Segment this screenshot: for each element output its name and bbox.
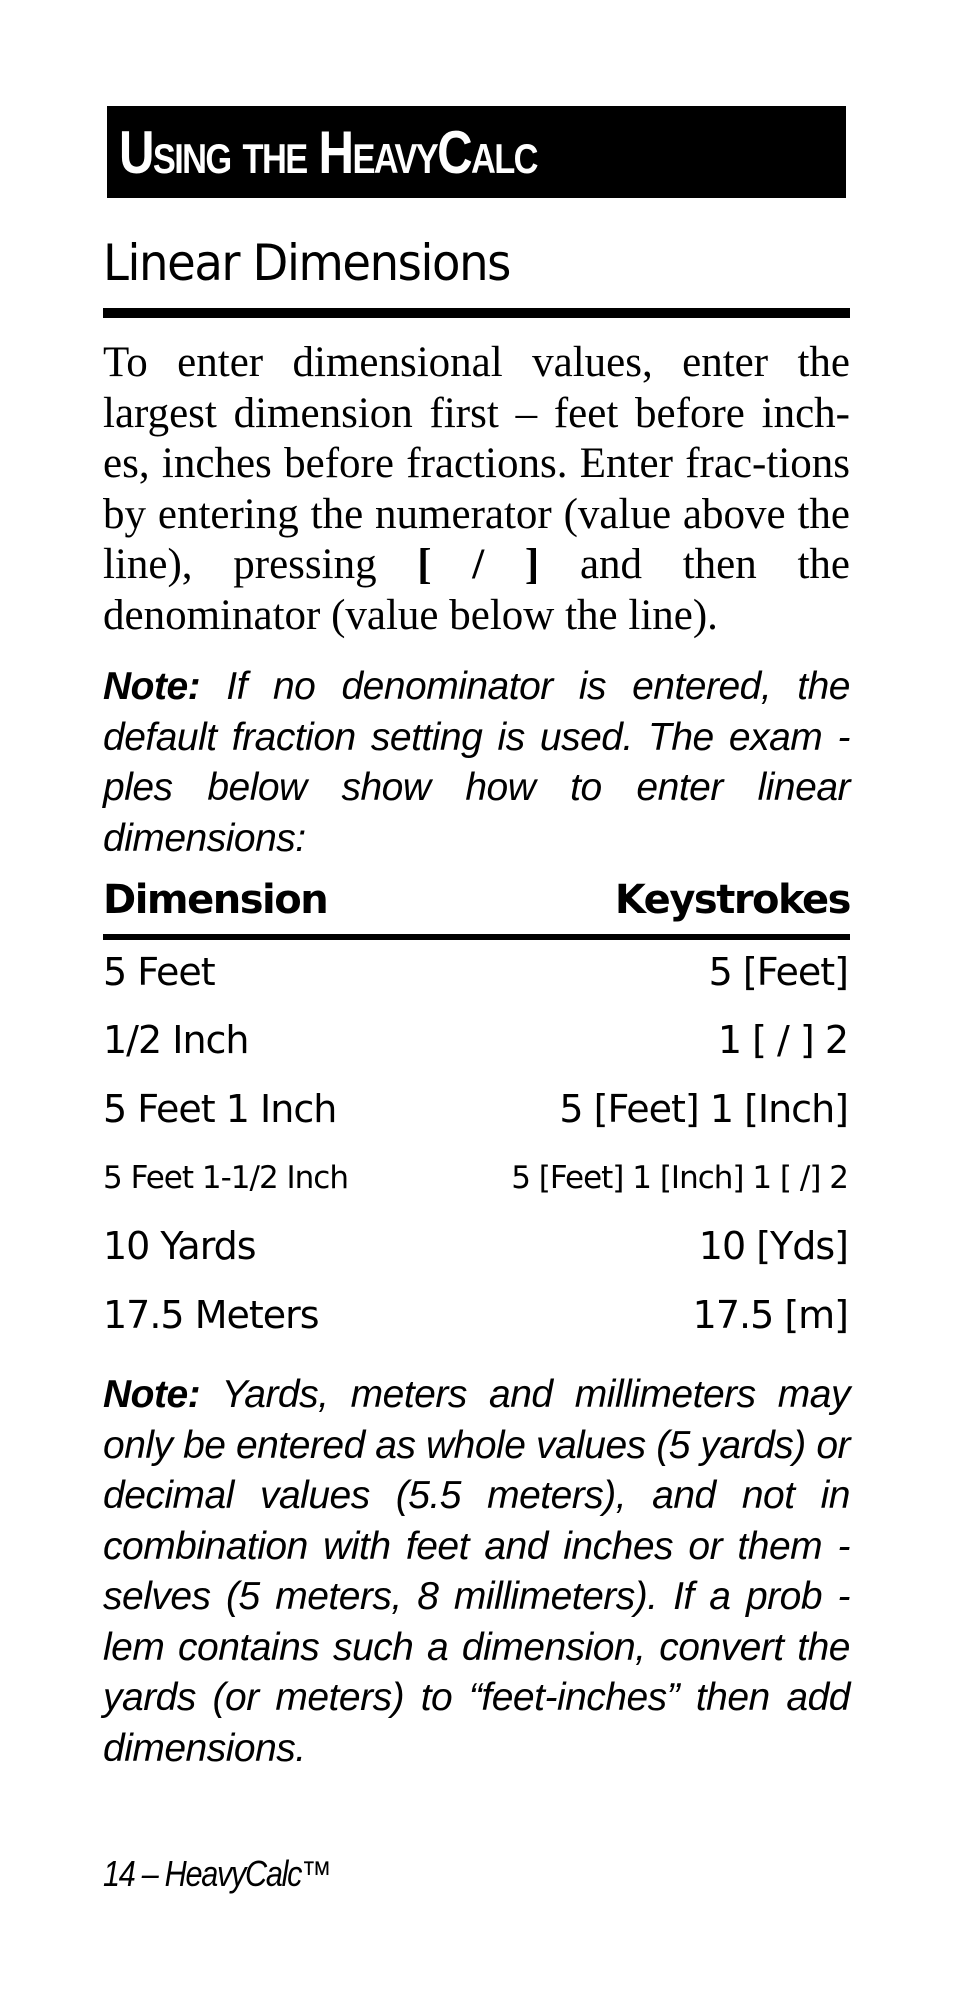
- fraction-key-label: [ / ]: [417, 541, 540, 588]
- intro-text-before: To enter dimensional values, enter the largest dimension first – feet before inch-es, inches before fractions. Enter frac-tions by entering the numerator (value above the line), pressing: [103, 339, 850, 588]
- page-footer: 14 – HeavyCalc™: [103, 1853, 331, 1894]
- header-keystrokes: Keystrokes: [614, 877, 850, 923]
- section-title-rule: [103, 308, 850, 318]
- note-text: Yards, meters and millimeters may only be entered as whole values (5 yards) or decimal values (5.5 meters), and not in combination with feet and inches or them - selves (5 meters, 8 millimeters). If a prob - lem contains such a dimension, convert the yards (or meters) to “feet-inches” then add dimensions.: [103, 1373, 850, 1770]
- keystrokes-cell: 5 [Feet]: [708, 950, 848, 994]
- dimension-cell: 10 Yards: [103, 1224, 256, 1268]
- chapter-banner: [107, 106, 846, 198]
- table-row: [103, 1018, 848, 1078]
- intro-paragraph: [103, 338, 850, 641]
- chapter-title: Using the HeavyCalc: [119, 118, 537, 186]
- note-metric-units: [103, 1370, 850, 1774]
- keystrokes-cell: 1 [ / ] 2: [717, 1018, 848, 1062]
- table-row: [103, 950, 848, 1010]
- keystrokes-cell: 5 [Feet] 1 [Inch] 1 [ /] 2: [511, 1160, 848, 1196]
- note-label: Note:: [103, 665, 201, 708]
- keystrokes-cell: 17.5 [m]: [692, 1293, 848, 1337]
- dimension-cell: 5 Feet 1 Inch: [103, 1087, 337, 1131]
- note-text: If no denominator is entered, the default fraction setting is used. The exam - ples below show how to enter linear dimensions:: [103, 665, 850, 860]
- dimension-cell: 17.5 Meters: [103, 1293, 319, 1337]
- keystrokes-cell: 5 [Feet] 1 [Inch]: [559, 1087, 848, 1131]
- dimension-cell: 1/2 Inch: [103, 1018, 249, 1062]
- keystrokes-cell: 10 [Yds]: [698, 1224, 848, 1268]
- table-row: [103, 1224, 848, 1284]
- table-row: [103, 1293, 848, 1353]
- table-header-rule: [103, 934, 850, 940]
- note-label: Note:: [103, 1373, 201, 1416]
- table-row: [103, 1087, 848, 1147]
- header-dimension: Dimension: [103, 877, 328, 923]
- intro-text-after: and then the denominator (value below the line).: [103, 541, 850, 639]
- section-title: Linear Dimensions: [103, 234, 510, 292]
- dimension-cell: 5 Feet: [103, 950, 215, 994]
- table-row: [103, 1160, 848, 1220]
- dimension-cell: 5 Feet 1-1/2 Inch: [103, 1160, 349, 1196]
- table-header: [103, 877, 850, 937]
- note-default-fraction: [103, 662, 850, 864]
